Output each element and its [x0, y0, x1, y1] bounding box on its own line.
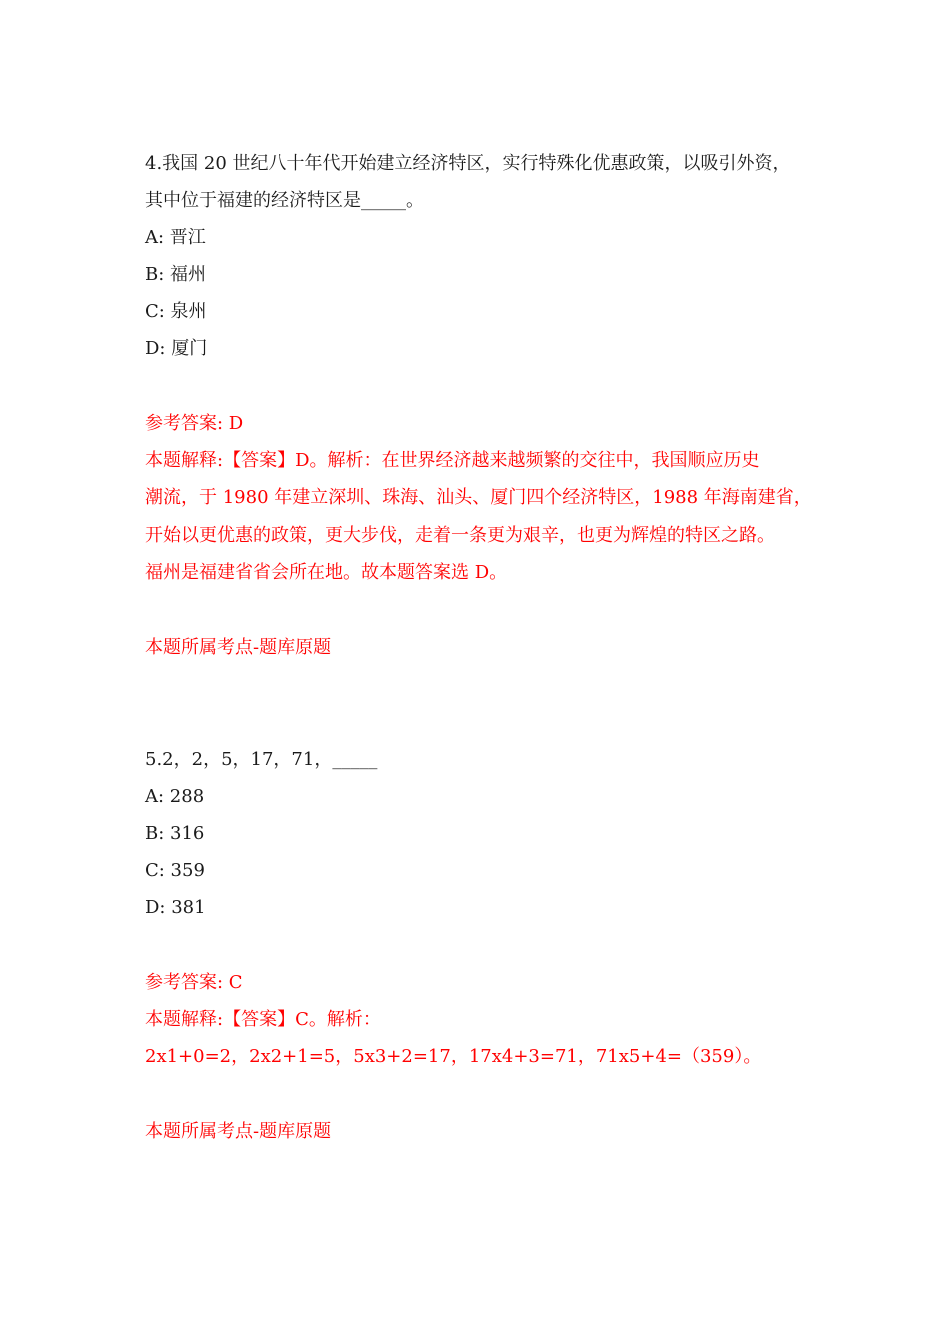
question-4-explanation-line-4: 福州是福建省省会所在地。故本题答案选 D。 — [145, 562, 508, 583]
question-5-option-b: B: 316 — [145, 823, 205, 844]
question-4-answer: 参考答案: D — [145, 413, 244, 434]
question-5-explanation-line-1: 本题解释:【答案】C。解析： — [145, 1009, 381, 1030]
question-5-option-c: C: 359 — [145, 860, 205, 881]
question-4-explanation-line-3: 开始以更优惠的政策，更大步伐，走着一条更为艰辛，也更为辉煌的特区之路。 — [145, 525, 775, 546]
question-5-explanation-line-2: 2x1+0=2，2x2+1=5，5x3+2=17，17x4+3=71，71x5+4=（359）。 — [145, 1046, 762, 1067]
question-4-option-b: B: 福州 — [145, 264, 207, 285]
question-4-explanation-line-2: 潮流，于 1980 年建立深圳、珠海、汕头、厦门四个经济特区，1988 年海南建省， — [145, 487, 812, 508]
question-4-explanation-line-1: 本题解释:【答案】D。解析：在世界经济越来越频繁的交往中，我国顺应历史 — [145, 450, 760, 471]
question-5-option-d: D: 381 — [145, 897, 206, 918]
question-4-stem-line-1: 4.我国 20 世纪八十年代开始建立经济特区，实行特殊化优惠政策，以吸引外资， — [145, 153, 791, 174]
question-4-stem-line-2: 其中位于福建的经济特区是_____。 — [145, 190, 424, 211]
question-5-stem: 5.2，2，5，17，71，_____ — [145, 749, 378, 770]
question-5-source: 本题所属考点-题库原题 — [145, 1121, 332, 1142]
question-5-option-a: A: 288 — [145, 786, 205, 807]
question-4-option-a: A: 晋江 — [145, 227, 206, 248]
question-5-answer: 参考答案: C — [145, 972, 243, 993]
question-4-option-d: D: 厦门 — [145, 338, 208, 359]
question-4-option-c: C: 泉州 — [145, 301, 207, 322]
question-4-source: 本题所属考点-题库原题 — [145, 637, 332, 658]
